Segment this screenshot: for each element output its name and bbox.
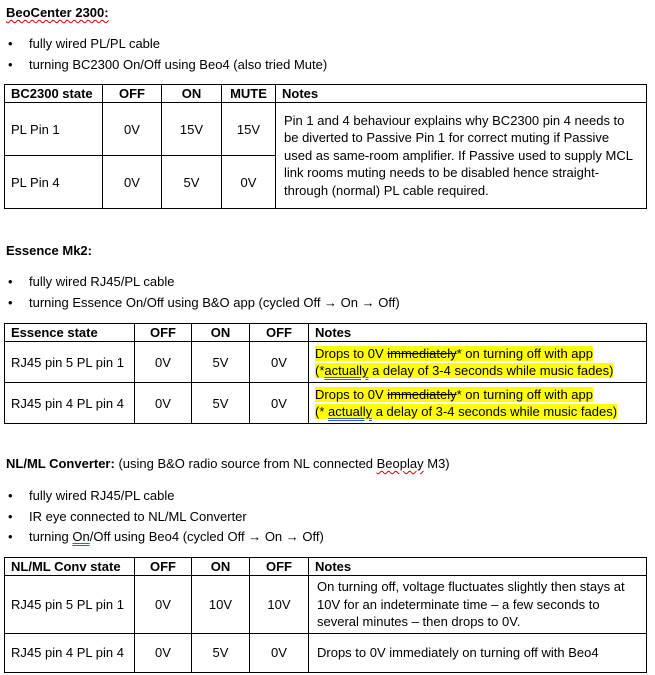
column-header: Notes — [309, 324, 647, 342]
table-cell: 15V — [222, 103, 276, 156]
title-text: BeoCenter 2300: — [6, 5, 109, 20]
note-underlined-text: actually — [328, 404, 373, 419]
bullet-list-converter — [8, 486, 324, 548]
note-text: * on turning off with app — [456, 386, 593, 402]
note-text: a delay of 3-4 seconds while music fades) — [368, 363, 614, 378]
section-title-converter — [6, 456, 450, 471]
note-underlined-text: actually — [324, 363, 369, 378]
table-cell: 0V — [250, 383, 309, 424]
row-label: PL Pin 1 — [5, 103, 103, 156]
table-converter — [4, 557, 647, 673]
list-item: • turning Essence On/Off using B&O app (cycled Off → On → Off) — [8, 293, 400, 314]
table-cell: 0V — [135, 383, 192, 424]
column-header: OFF — [250, 558, 309, 576]
title-text: NL/ML Converter: — [6, 456, 115, 471]
list-item: • fully wired RJ45/PL cable — [8, 486, 324, 507]
table-row — [5, 103, 647, 156]
table-cell: 5V — [162, 156, 222, 209]
table-cell: 0V — [135, 633, 192, 672]
note-text: Drops to 0V — [315, 386, 388, 402]
list-item: • turning BC2300 On/Off using Beo4 (also tried Mute) — [8, 55, 327, 76]
note-strikethrough-text: immediately — [387, 345, 457, 361]
column-header: MUTE — [222, 85, 276, 103]
notes-cell: On turning off, voltage fluctuates slightly then stays at 10V for an indeterminate time – a few seconds to several minutes – then drops to 0V. — [309, 576, 647, 634]
table-cell: 5V — [192, 342, 250, 383]
column-header: ON — [192, 558, 250, 576]
list-item — [8, 527, 324, 548]
subtitle-text: Beoplay — [376, 456, 424, 471]
note-text: (* — [315, 363, 325, 378]
table-cell: 10V — [192, 576, 250, 634]
table-cell: 0V — [135, 576, 192, 634]
column-header: BC2300 state — [5, 85, 103, 103]
bullet-list-beocenter — [8, 34, 327, 75]
section-title-beocenter — [6, 5, 109, 20]
table-cell: 0V — [103, 156, 162, 209]
table-cell: 0V — [250, 342, 309, 383]
section-title-essence — [6, 243, 92, 258]
column-header: OFF — [103, 85, 162, 103]
table-cell: 0V — [222, 156, 276, 209]
notes-cell: Drops to 0V immediately on turning off with Beo4 — [309, 633, 647, 672]
table-row — [5, 383, 647, 424]
title-subtitle — [115, 456, 450, 471]
column-header: OFF — [135, 558, 192, 576]
note-text: (* — [315, 404, 328, 419]
column-header: ON — [192, 324, 250, 342]
list-item: • fully wired PL/PL cable — [8, 34, 327, 55]
bullet-list-essence — [8, 272, 400, 313]
list-item: • IR eye connected to NL/ML Converter — [8, 507, 324, 528]
table-header-row — [5, 558, 647, 576]
note-text: a delay of 3-4 seconds while music fades) — [372, 404, 618, 419]
table-row — [5, 633, 647, 672]
row-label: RJ45 pin 4 PL pin 4 — [5, 633, 135, 672]
table-cell: 10V — [250, 576, 309, 634]
notes-cell: Pin 1 and 4 behaviour explains why BC2300 pin 4 needs to be diverted to Passive Pin 1 for correct muting if Passive used as same-room amplifier. If Passive used to supply MCL link rooms muting needs to be disabled hence straight-through (normal) PL cable required. — [276, 103, 647, 209]
notes-cell — [309, 342, 647, 383]
table-cell: 0V — [103, 103, 162, 156]
list-item: • fully wired RJ45/PL cable — [8, 272, 400, 293]
column-header: ON — [162, 85, 222, 103]
list-item-text: On — [72, 529, 90, 544]
row-label: RJ45 pin 4 PL pin 4 — [5, 383, 135, 424]
table-cell: 5V — [192, 383, 250, 424]
subtitle-text: (using B&O radio source from NL connected — [114, 456, 377, 471]
column-header: OFF — [135, 324, 192, 342]
row-label: PL Pin 4 — [5, 156, 103, 209]
note-text: Drops to 0V — [315, 345, 388, 361]
notes-cell — [309, 383, 647, 424]
column-header: Notes — [276, 85, 647, 103]
table-beocenter — [4, 84, 647, 209]
list-item-text: turning — [29, 529, 73, 544]
column-header: Notes — [309, 558, 647, 576]
note-strikethrough-text: immediately — [387, 386, 457, 402]
table-header-row — [5, 85, 647, 103]
title-text: Essence Mk2: — [6, 243, 92, 258]
row-label: RJ45 pin 5 PL pin 1 — [5, 342, 135, 383]
list-item-text: /Off using Beo4 (cycled Off → On → Off) — [89, 529, 324, 544]
table-header-row — [5, 324, 647, 342]
table-cell: 0V — [135, 342, 192, 383]
table-essence — [4, 323, 647, 424]
table-cell: 0V — [250, 633, 309, 672]
row-label: RJ45 pin 5 PL pin 1 — [5, 576, 135, 634]
table-row — [5, 576, 647, 634]
subtitle-text: M3) — [423, 456, 450, 471]
column-header: NL/ML Conv state — [5, 558, 135, 576]
column-header: OFF — [250, 324, 309, 342]
table-row — [5, 342, 647, 383]
column-header: Essence state — [5, 324, 135, 342]
note-text: * on turning off with app — [456, 345, 593, 361]
table-cell: 15V — [162, 103, 222, 156]
table-cell: 5V — [192, 633, 250, 672]
